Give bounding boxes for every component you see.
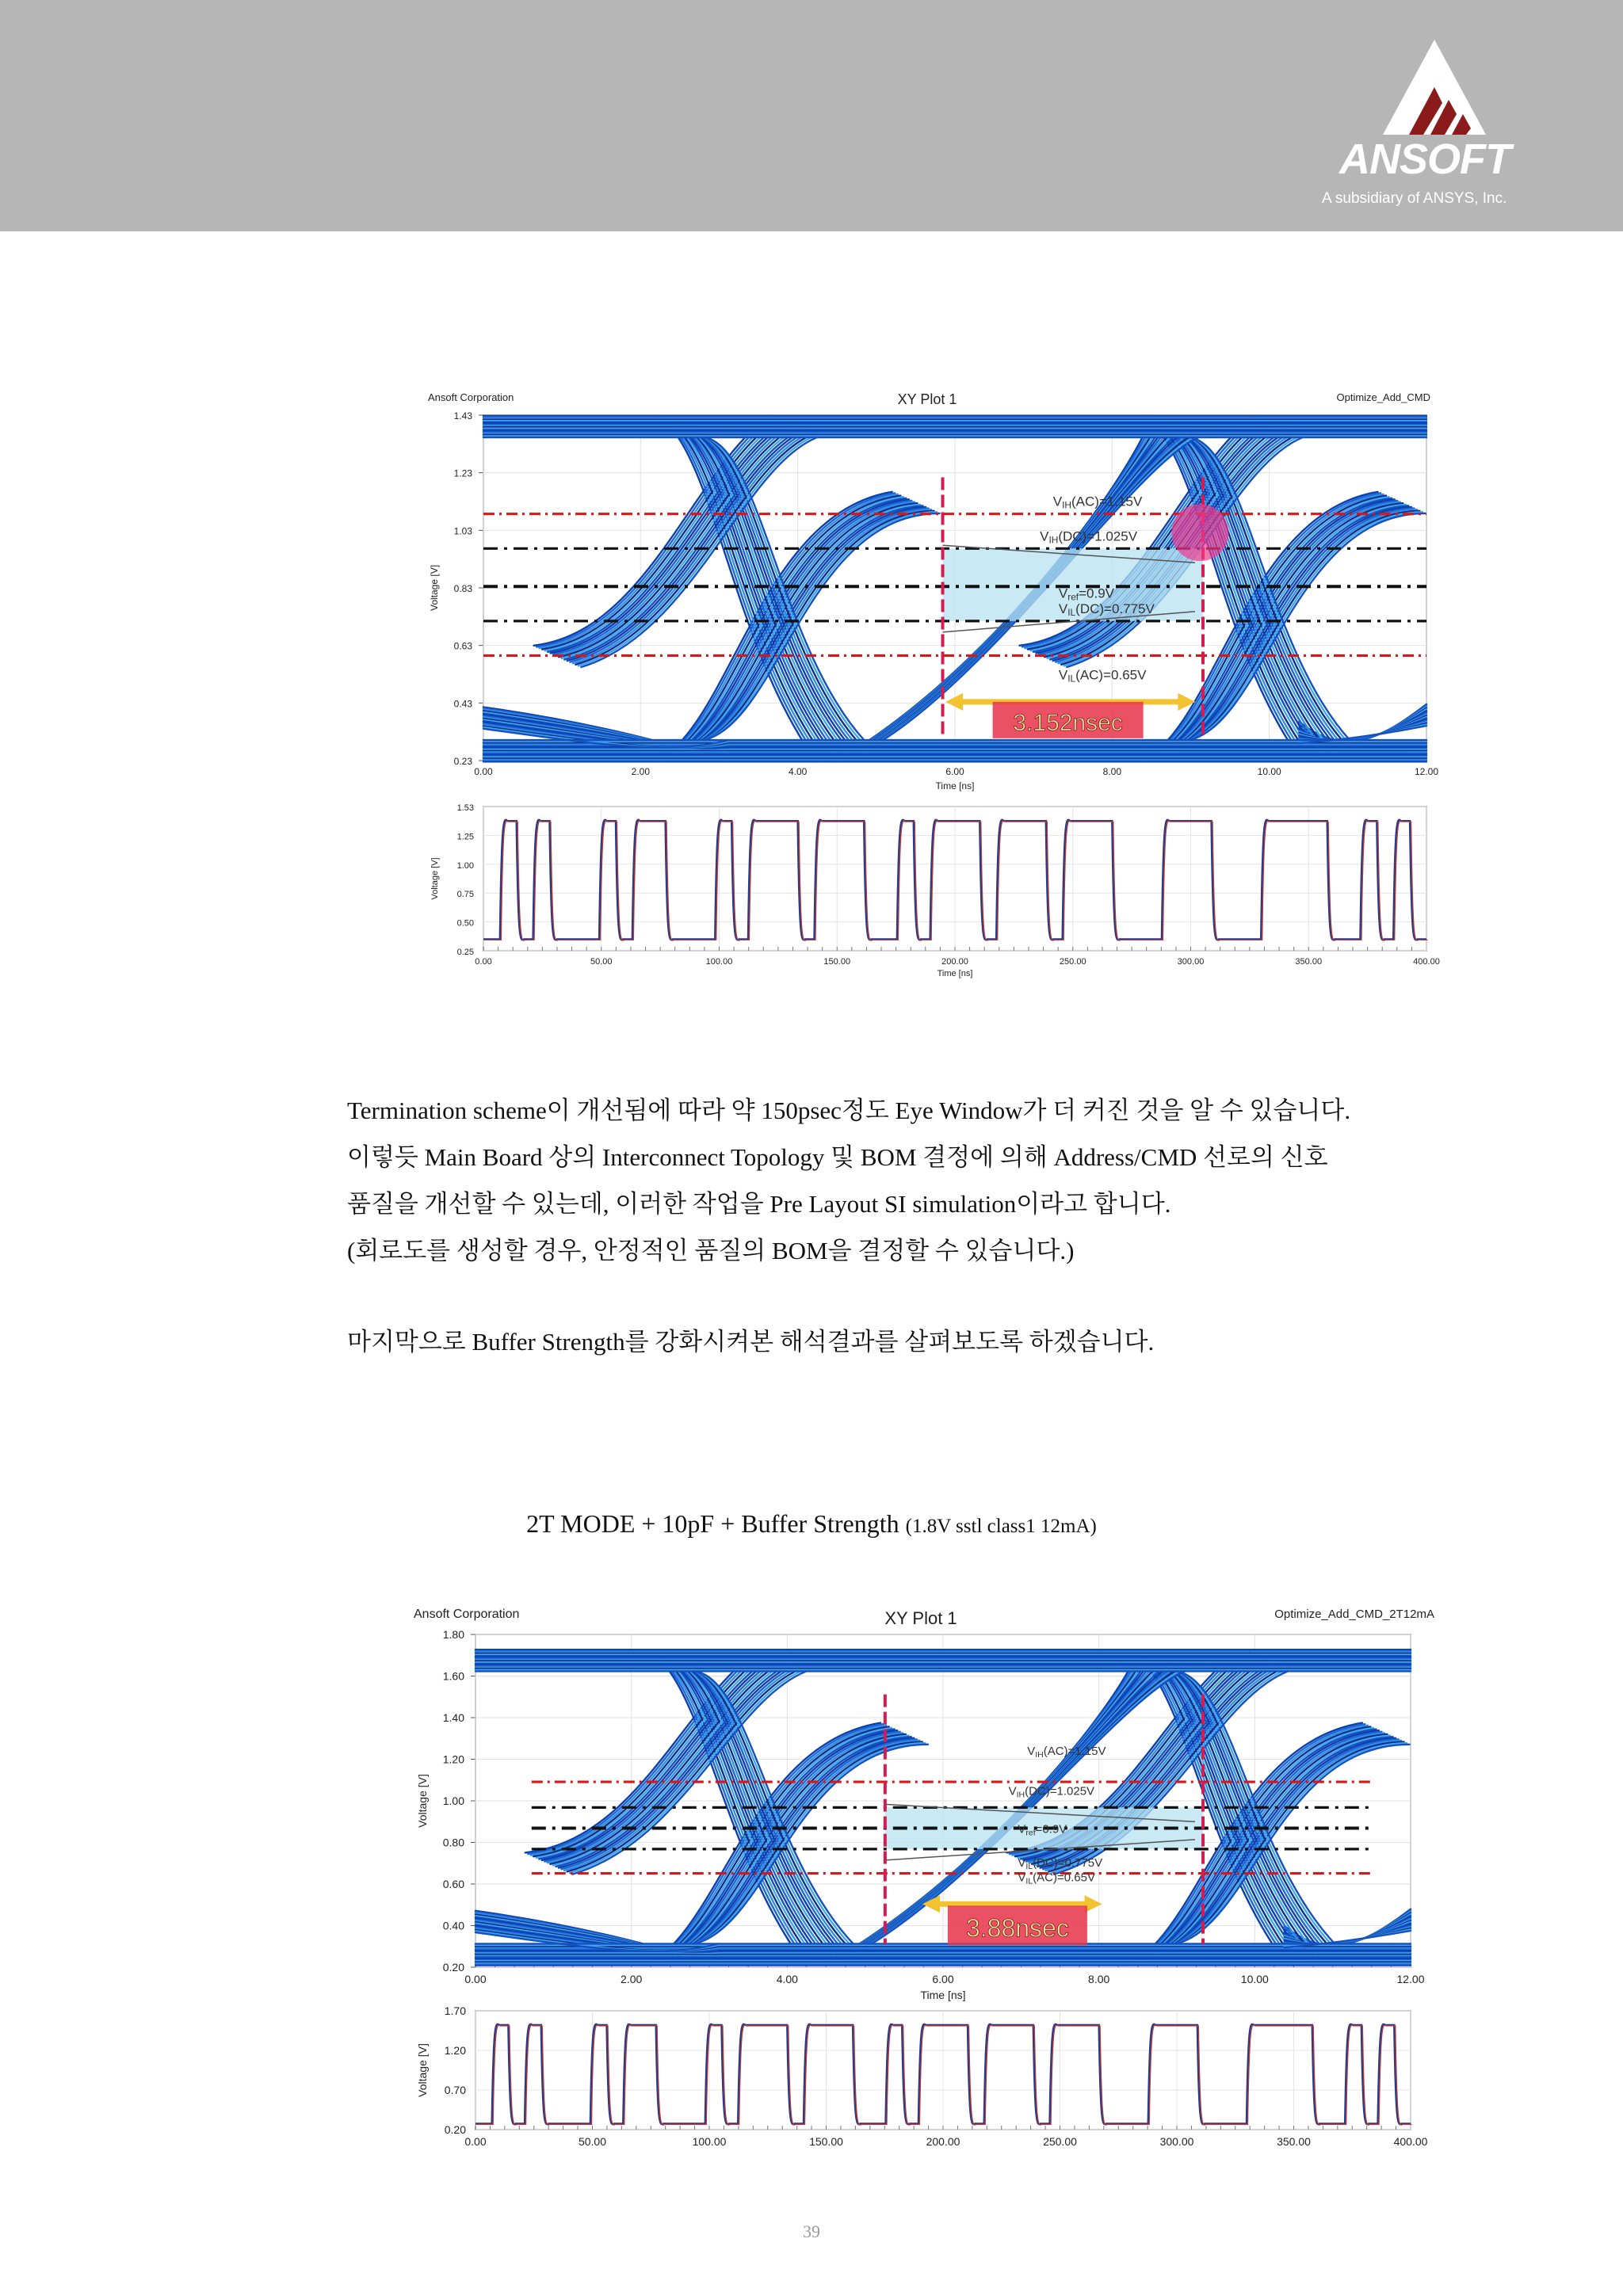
eye-y-axis-label: Voltage [V] — [416, 1774, 429, 1828]
eye-x-axis-label: Time [ns] — [935, 780, 975, 791]
caption-detail: (1.8V sstl class1 12mA) — [905, 1516, 1097, 1537]
brand-name: ANSOFT — [1339, 135, 1510, 183]
waveform-x-tick-label: 200.00 — [926, 2135, 960, 2148]
eye-x-axis-label: Time [ns] — [920, 1989, 966, 2001]
eye-y-tick-label: 0.80 — [442, 1836, 464, 1849]
waveform-x-axis-label: Time [ns] — [937, 969, 973, 978]
waveform-x-tick-label: 50.00 — [590, 957, 613, 967]
threshold-label: $V_{IL}(AC)=0.65V$ — [1018, 1871, 1095, 1886]
eye-x-tick-label: 12.00 — [1414, 766, 1439, 777]
waveform-y-tick-label: 1.20 — [444, 2044, 466, 2057]
waveform-x-tick-label: 100.00 — [692, 2135, 727, 2148]
body-line-2: 이렇듯 Main Board 상의 Interconnect Topology 및 BOM 결정에 의해 Address/CMD 선로의 신호 — [347, 1143, 1328, 1171]
eye-x-tick-label: 2.00 — [621, 1973, 643, 1985]
eye-x-tick-label: 8.00 — [1102, 766, 1122, 777]
waveform-y-tick-label: 0.70 — [444, 2084, 466, 2096]
eye-y-tick-label: 0.43 — [453, 698, 472, 710]
eye-plot — [416, 1628, 1425, 2001]
threshold-label: $V_{IH}(AC)=1.15V$ — [1027, 1745, 1106, 1760]
waveform-x-tick-label: 400.00 — [1413, 957, 1440, 967]
threshold-label: $V_{IH}(DC)=1.025V$ — [1008, 1784, 1095, 1800]
waveform-plot — [430, 803, 1440, 978]
waveform-plot — [416, 2004, 1428, 2148]
eye-x-tick-label: 4.00 — [788, 766, 808, 777]
waveform-x-tick-label: 0.00 — [475, 957, 492, 967]
waveform-x-tick-label: 400.00 — [1393, 2135, 1428, 2148]
waveform-y-tick-label: 0.50 — [456, 918, 474, 929]
threshold-label: VIL(AC)=0.65V — [1058, 667, 1147, 685]
eye-y-tick-label: 1.60 — [442, 1669, 464, 1683]
waveform-x-tick-label: 250.00 — [1059, 957, 1086, 967]
threshold-label: Vref=0.9V — [1058, 585, 1115, 603]
eye-x-tick-label: 4.00 — [776, 1973, 798, 1985]
eye-x-tick-label: 6.00 — [945, 766, 964, 777]
threshold-label: VIH(AC)=1.15V — [1052, 494, 1143, 511]
eye-y-tick-label: 0.40 — [442, 1919, 464, 1932]
waveform-x-tick-label: 350.00 — [1277, 2135, 1311, 2148]
eye-plot — [429, 410, 1438, 791]
waveform-x-tick-label: 50.00 — [578, 2135, 607, 2148]
eye-y-tick-label: 0.83 — [453, 583, 472, 594]
waveform-y-tick-label: 1.25 — [456, 832, 474, 842]
waveform-x-tick-label: 150.00 — [823, 957, 851, 967]
eye-diagram-figure-2 — [404, 1599, 1442, 2153]
eye-y-tick-label: 1.00 — [442, 1794, 464, 1807]
eye-diagram-figure-1 — [420, 387, 1440, 978]
waveform-y-axis-label: Voltage [V] — [430, 857, 440, 900]
eye-x-tick-label: 8.00 — [1088, 1973, 1110, 1985]
body-line-3: 품질을 개선할 수 있는데, 이러한 작업을 Pre Layout SI simulation이라고 합니다. — [347, 1190, 1171, 1218]
eye-x-tick-label: 6.00 — [932, 1973, 954, 1985]
waveform-y-tick-label: 0.75 — [456, 890, 474, 900]
eye-y-tick-label: 0.60 — [442, 1878, 464, 1890]
waveform-x-tick-label: 100.00 — [705, 957, 733, 967]
waveform-x-tick-label: 350.00 — [1295, 957, 1323, 967]
plot-design-name: Optimize_Add_CMD — [1336, 391, 1430, 403]
waveform-y-tick-label: 0.25 — [456, 948, 474, 957]
waveform-y-tick-label: 0.20 — [444, 2123, 466, 2136]
eye-x-tick-label: 10.00 — [1257, 766, 1281, 777]
body-paragraph — [347, 1087, 1457, 1365]
figure-caption — [0, 1509, 1623, 1539]
threshold-label: $V_{ref}=0.9V$ — [1018, 1822, 1067, 1838]
eye-x-tick-label: 0.00 — [474, 766, 493, 777]
eye-width-label: 3.88nsec — [965, 1913, 1069, 1943]
eye-y-tick-label: 0.63 — [453, 640, 472, 652]
page-number: 39 — [803, 2222, 820, 2241]
waveform-y-tick-label: 1.70 — [444, 2004, 466, 2017]
body-line-4: (회로도를 생성할 경우, 안정적인 품질의 BOM을 결정할 수 있습니다.) — [347, 1237, 1075, 1264]
eye-width-label: 3.152nsec — [1013, 709, 1123, 736]
eye-x-tick-label: 12.00 — [1396, 1973, 1425, 1985]
closing-line: 마지막으로 Buffer Strength를 강화시켜본 해석결과를 살펴보도록 하겠습니다. — [347, 1328, 1155, 1356]
plot-company-label: Ansoft Corporation — [414, 1608, 520, 1621]
eye-x-tick-label: 0.00 — [464, 1973, 487, 1985]
body-line-1: Termination scheme이 개선됨에 따라 약 150psec정도 Eye Window가 더 커진 것을 알 수 있습니다. — [347, 1097, 1351, 1124]
eye-y-tick-label: 1.80 — [442, 1628, 464, 1641]
waveform-y-tick-label: 1.53 — [456, 803, 474, 813]
waveform-x-tick-label: 300.00 — [1177, 957, 1205, 967]
violation-highlight-icon — [1171, 504, 1228, 561]
plot-title: XY Plot 1 — [884, 1608, 957, 1628]
waveform-x-tick-label: 0.00 — [464, 2135, 487, 2148]
plot-title: XY Plot 1 — [897, 391, 957, 407]
eye-y-tick-label: 1.23 — [453, 467, 472, 479]
threshold-label: VIH(DC)=1.025V — [1040, 528, 1138, 546]
brand-subtitle: A subsidiary of ANSYS, Inc. — [1322, 190, 1507, 207]
eye-y-axis-label: Voltage [V] — [429, 564, 440, 612]
plot-company-label: Ansoft Corporation — [428, 391, 514, 403]
eye-y-tick-label: 0.23 — [453, 756, 472, 767]
eye-x-tick-label: 2.00 — [631, 766, 651, 777]
waveform-x-tick-label: 150.00 — [809, 2135, 843, 2148]
eye-y-tick-label: 1.43 — [453, 410, 472, 421]
plot-design-name: Optimize_Add_CMD_2T12mA — [1274, 1608, 1434, 1621]
eye-y-tick-label: 1.03 — [453, 525, 472, 537]
eye-y-tick-label: 0.20 — [442, 1961, 464, 1974]
waveform-y-axis-label: Voltage [V] — [416, 2043, 429, 2097]
caption-main: 2T MODE + 10pF + Buffer Strength — [526, 1509, 906, 1538]
waveform-x-tick-label: 250.00 — [1043, 2135, 1077, 2148]
threshold-label: VIL(DC)=0.775V — [1058, 601, 1155, 618]
eye-y-tick-label: 1.40 — [442, 1711, 464, 1724]
eye-y-tick-label: 1.20 — [442, 1753, 464, 1766]
threshold-label: $V_{IL}(DC)=0.775V$ — [1018, 1855, 1103, 1871]
waveform-x-tick-label: 300.00 — [1159, 2135, 1194, 2148]
waveform-y-tick-label: 1.00 — [456, 860, 474, 871]
waveform-x-tick-label: 200.00 — [941, 957, 968, 967]
eye-x-tick-label: 10.00 — [1240, 1973, 1269, 1985]
